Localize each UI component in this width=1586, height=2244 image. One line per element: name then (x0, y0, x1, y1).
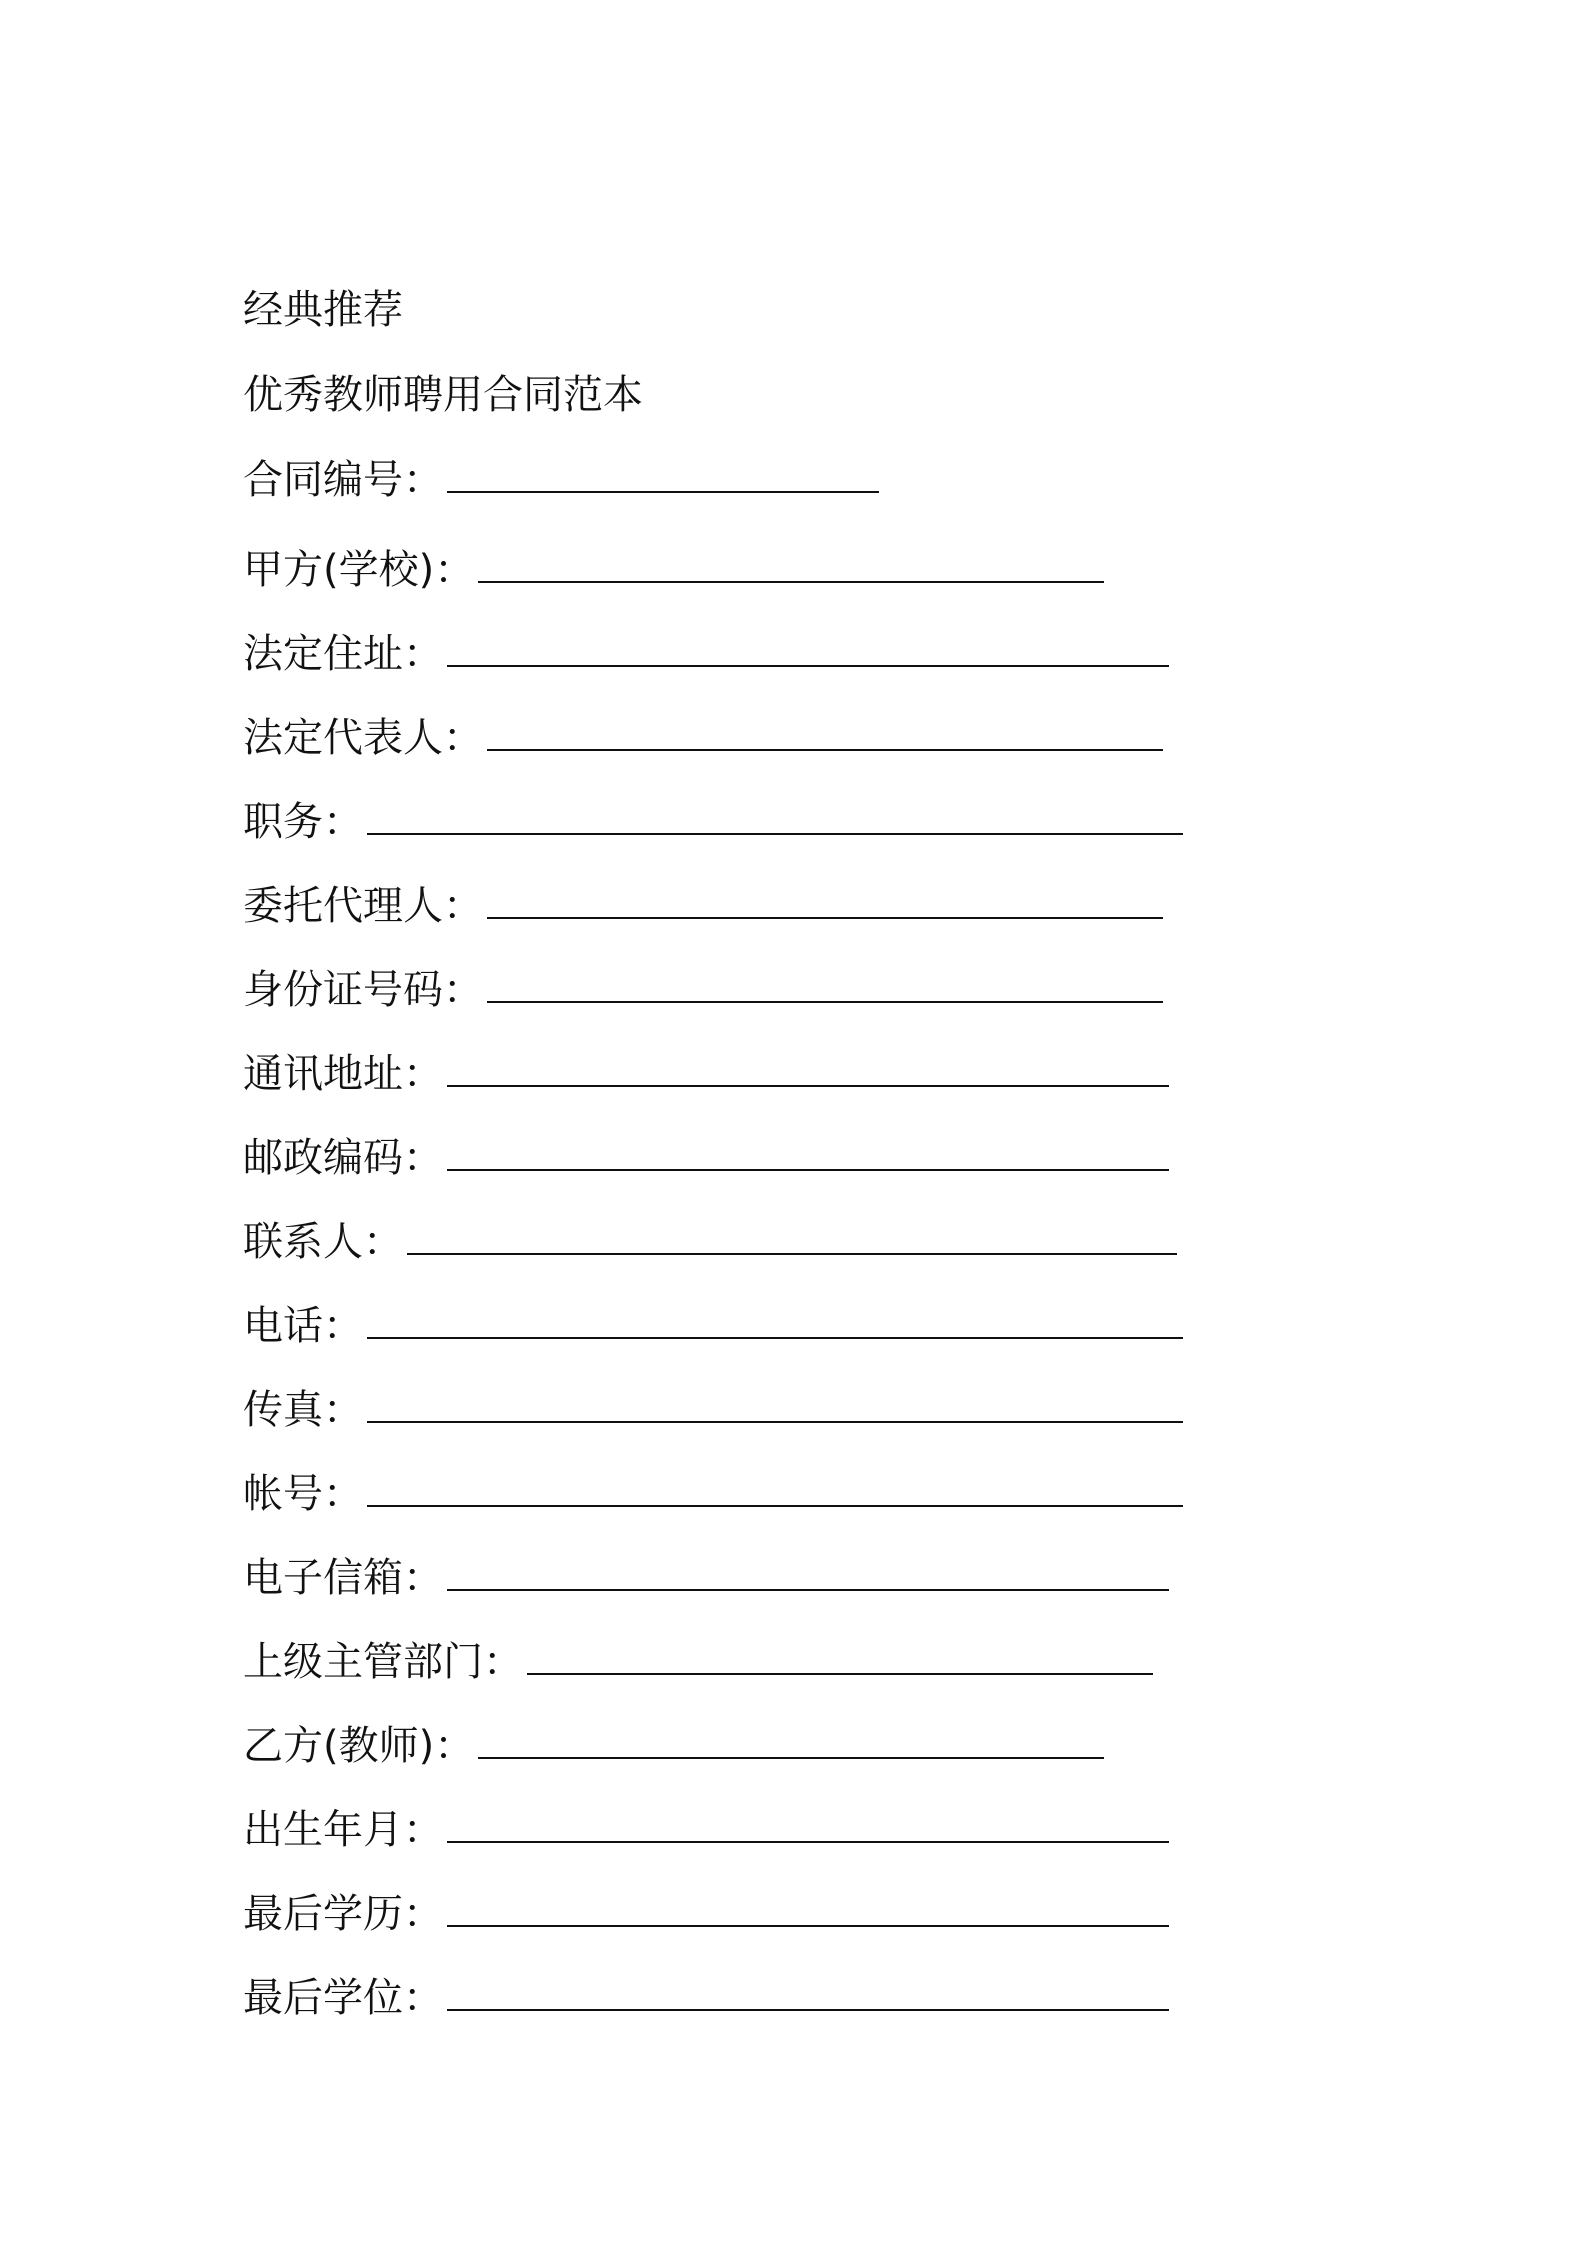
field-blank[interactable] (478, 547, 1104, 583)
field-label: 电子信箱： (243, 1555, 443, 1601)
title-text: 优秀教师聘用合同范本 (243, 372, 643, 418)
field-blank[interactable] (367, 799, 1183, 835)
field-blank[interactable] (447, 1975, 1169, 2011)
field-label: 法定代表人： (243, 715, 483, 761)
field-position (243, 792, 1183, 852)
recommend-text: 经典推荐 (243, 287, 403, 333)
field-label: 上级主管部门： (243, 1639, 523, 1685)
field-fax (243, 1380, 1183, 1440)
field-label: 最后学位： (243, 1975, 443, 2021)
field-label: 最后学历： (243, 1891, 443, 1937)
field-label: 通讯地址： (243, 1051, 443, 1097)
field-blank[interactable] (447, 457, 879, 493)
field-blank[interactable] (447, 631, 1169, 667)
field-label: 帐号： (243, 1471, 363, 1517)
field-blank[interactable] (527, 1639, 1153, 1675)
field-blank[interactable] (447, 1135, 1169, 1171)
field-blank[interactable] (367, 1303, 1183, 1339)
field-blank[interactable] (487, 883, 1163, 919)
field-blank[interactable] (367, 1387, 1183, 1423)
field-supervising-department (243, 1632, 1153, 1692)
field-account (243, 1464, 1183, 1524)
field-postal-code (243, 1128, 1169, 1188)
field-label: 委托代理人： (243, 883, 483, 929)
field-id-number (243, 960, 1163, 1020)
field-contract-number (243, 450, 879, 510)
field-phone (243, 1296, 1183, 1356)
field-label: 合同编号： (243, 457, 443, 503)
field-highest-degree (243, 1968, 1169, 2028)
recommend-heading (243, 280, 403, 340)
field-label: 联系人： (243, 1219, 403, 1265)
field-party-a (243, 540, 1104, 600)
field-birth-date (243, 1800, 1169, 1860)
field-label: 法定住址： (243, 631, 443, 677)
field-blank[interactable] (487, 715, 1163, 751)
field-legal-representative (243, 708, 1163, 768)
field-blank[interactable] (478, 1723, 1104, 1759)
field-mailing-address (243, 1044, 1169, 1104)
field-blank[interactable] (447, 1891, 1169, 1927)
field-blank[interactable] (407, 1219, 1177, 1255)
field-label: 邮政编码： (243, 1135, 443, 1181)
field-label: 甲方(学校)： (243, 547, 475, 593)
field-label: 乙方(教师)： (243, 1723, 475, 1769)
field-blank[interactable] (367, 1471, 1183, 1507)
document-title (243, 365, 643, 425)
field-highest-education (243, 1884, 1169, 1944)
field-blank[interactable] (447, 1807, 1169, 1843)
field-label: 身份证号码： (243, 967, 483, 1013)
field-authorized-agent (243, 876, 1163, 936)
field-blank[interactable] (447, 1051, 1169, 1087)
field-label: 传真： (243, 1387, 363, 1433)
field-blank[interactable] (487, 967, 1163, 1003)
field-label: 职务： (243, 799, 363, 845)
field-email (243, 1548, 1169, 1608)
field-label: 电话： (243, 1303, 363, 1349)
field-party-b (243, 1716, 1104, 1776)
field-blank[interactable] (447, 1555, 1169, 1591)
field-contact-person (243, 1212, 1177, 1272)
field-legal-address (243, 624, 1169, 684)
field-label: 出生年月： (243, 1807, 443, 1853)
